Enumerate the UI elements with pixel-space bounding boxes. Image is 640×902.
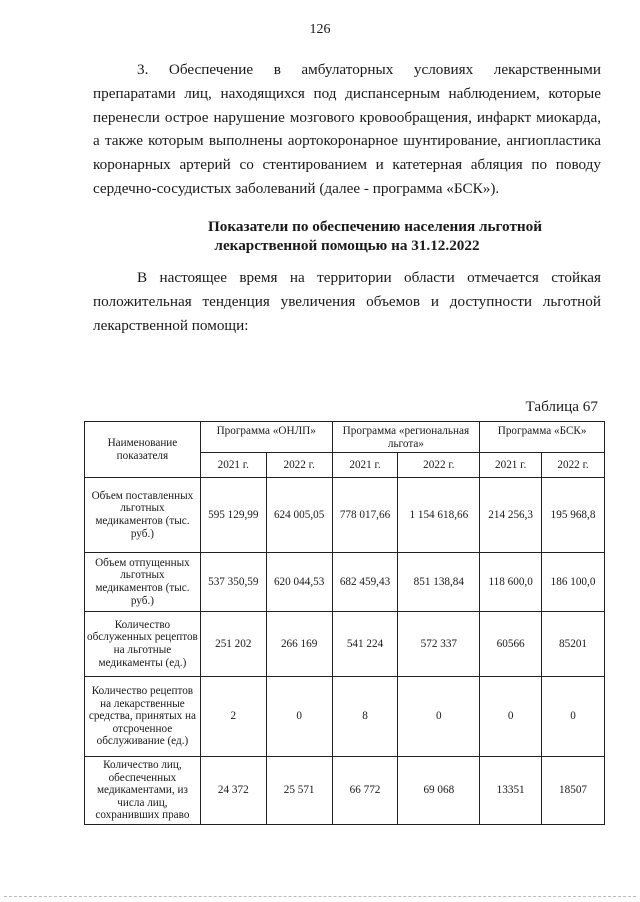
table-cell: 118 600,0 [480, 553, 542, 612]
column-group-header: Программа «ОНЛП» [200, 422, 332, 453]
table-row [85, 612, 605, 677]
table-cell: 0 [542, 677, 605, 757]
table-cell: 572 337 [398, 612, 480, 677]
paragraph-line: коронарных артерий со стентированием и катетерная абляция по поводу [93, 156, 601, 174]
table-cell: 0 [266, 677, 332, 757]
year-header: 2021 г. [200, 453, 266, 478]
table-cell: 66 772 [332, 757, 398, 825]
table-cell: 537 350,59 [200, 553, 266, 612]
row-label: Количество лиц, обеспеченных медикаментами, из числа лиц, сохранивших право [85, 757, 201, 825]
table-cell: 85201 [542, 612, 605, 677]
table-cell: 1 154 618,66 [398, 478, 480, 553]
table-cell: 251 202 [200, 612, 266, 677]
column-group-header: Программа «региональная льгота» [332, 422, 480, 453]
year-header: 2022 г. [398, 453, 480, 478]
year-header: 2022 г. [266, 453, 332, 478]
table-cell: 13351 [480, 757, 542, 825]
table-cell: 624 005,05 [266, 478, 332, 553]
table-cell: 682 459,43 [332, 553, 398, 612]
scan-edge [4, 896, 636, 898]
paragraph-line: а также которым выполнены аортокоронарное шунтирование, ангиопластика [93, 132, 601, 150]
table-cell: 69 068 [398, 757, 480, 825]
table-row [85, 553, 605, 612]
indicators-table [84, 421, 605, 825]
year-header: 2021 г. [480, 453, 542, 478]
paragraph-line: сердечно-сосудистых заболеваний (далее - программа «БСК»). [93, 179, 500, 197]
table-cell: 195 968,8 [542, 478, 605, 553]
table-cell: 0 [480, 677, 542, 757]
table-row [85, 757, 605, 825]
table-cell: 18507 [542, 757, 605, 825]
table-cell: 24 372 [200, 757, 266, 825]
intro-paragraph [93, 58, 601, 201]
section-heading [0, 217, 640, 255]
heading-line: лекарственной помощью на 31.12.2022 [214, 237, 480, 254]
paragraph-line: лекарственной помощи: [93, 316, 249, 334]
table-cell: 8 [332, 677, 398, 757]
table-caption: Таблица 67 [525, 398, 598, 415]
table-cell: 2 [200, 677, 266, 757]
table-row [85, 677, 605, 757]
table-cell: 620 044,53 [266, 553, 332, 612]
paragraph-line: В настоящее время на территории области отмечается стойкая [137, 269, 601, 286]
row-label: Объем отпущенных льготных медикаментов (тыс. руб.) [85, 553, 201, 612]
column-group-header: Программа «БСК» [480, 422, 605, 453]
table-cell: 60566 [480, 612, 542, 677]
heading-line: Показатели по обеспечению населения льготной [207, 218, 543, 235]
second-paragraph [93, 266, 601, 337]
table-cell: 778 017,66 [332, 478, 398, 553]
table-cell: 851 138,84 [398, 553, 480, 612]
table-cell: 541 224 [332, 612, 398, 677]
paragraph-line: 3. Обеспечение в амбулаторных условиях лекарственными [137, 61, 601, 78]
column-header-name: Наименование показателя [85, 422, 201, 478]
year-header: 2021 г. [332, 453, 398, 478]
table-cell: 214 256,3 [480, 478, 542, 553]
table-cell: 266 169 [266, 612, 332, 677]
page-number: 126 [309, 22, 331, 37]
table-cell: 186 100,0 [542, 553, 605, 612]
row-label: Объем поставленных льготных медикаментов (тыс. руб.) [85, 478, 201, 553]
paragraph-line: перенесли острое нарушение мозгового кровообращения, инфаркт миокарда, [93, 108, 601, 126]
table-cell: 0 [398, 677, 480, 757]
paragraph-line: препаратами лиц, находящихся под диспансерным наблюдением, которые [93, 84, 601, 102]
table-cell: 25 571 [266, 757, 332, 825]
table-cell: 595 129,99 [200, 478, 266, 553]
row-label: Количество рецептов на лекарственные средства, принятых на отсроченное обслуживание (ед.) [85, 677, 201, 757]
row-label: Количество обслуженных рецептов на льготные медикаменты (ед.) [85, 612, 201, 677]
paragraph-line: положительная тенденция увеличения объемов и доступности льготной [93, 292, 601, 310]
table-row [85, 478, 605, 553]
year-header: 2022 г. [542, 453, 605, 478]
